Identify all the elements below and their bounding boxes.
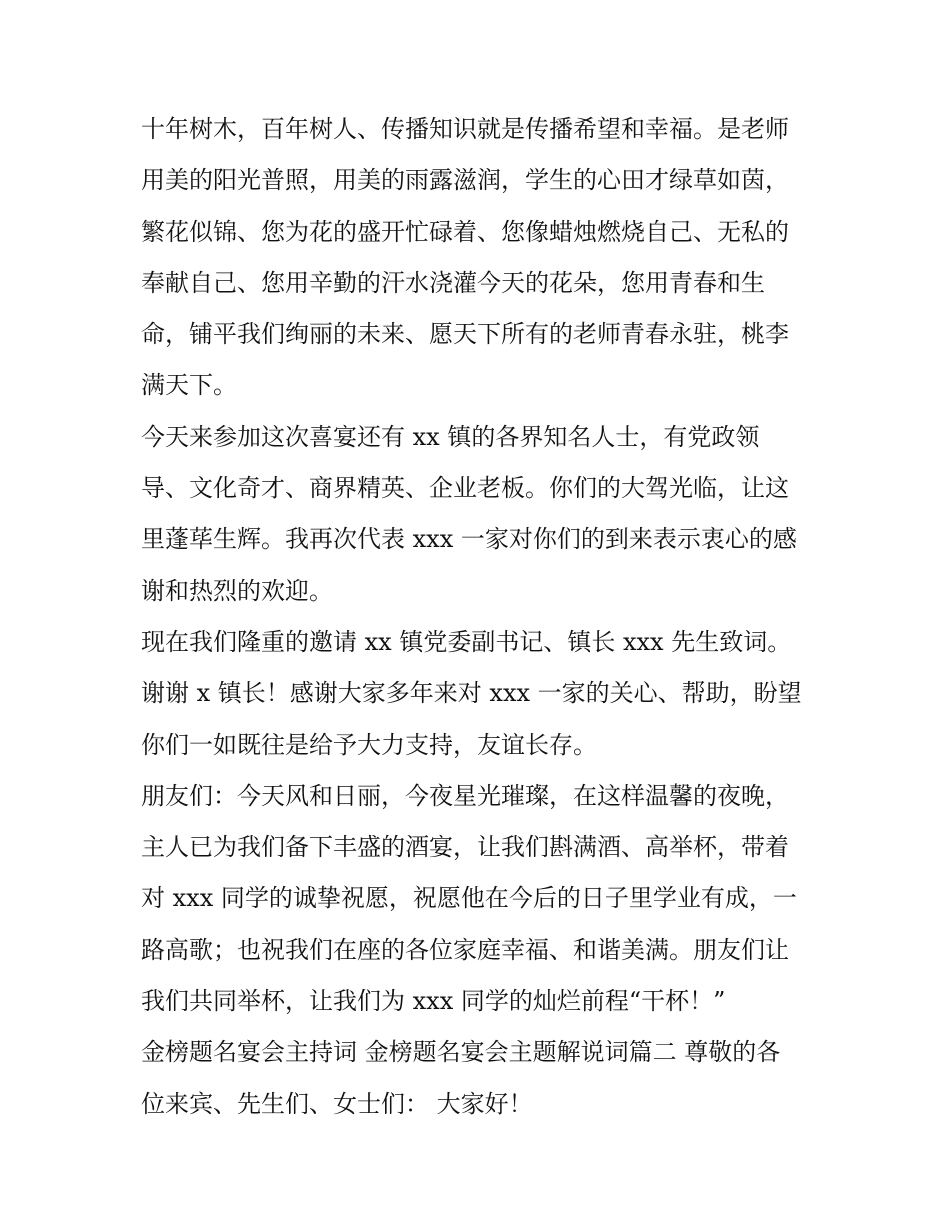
- text-line: 十年树木，百年树人、传播知识就是传播希望和幸福。是老师: [141, 115, 789, 143]
- text-line: 现在我们隆重的邀请 xx 镇党委副书记、镇长 xxx 先生致词。: [141, 627, 792, 656]
- text-line: 主人已为我们备下丰盛的酒宴，让我们斟满酒、高举杯，带着: [141, 833, 789, 862]
- text-line: 谢谢 x 镇长！感谢大家多年来对 xxx 一家的关心、帮助，盼望: [141, 679, 802, 708]
- text-line: 繁花似锦、您为花的盛开忙碌着、您像蜡烛燃烧自己、无私的: [141, 217, 789, 246]
- text-line: 今天来参加这次喜宴还有 xx 镇的各界知名人士，有党政领: [141, 422, 760, 451]
- text-line: 路高歌；也祝我们在座的各位家庭幸福、和谐美满。朋友们让: [141, 935, 789, 964]
- body-text: [141, 104, 821, 1130]
- text-line: 位来宾、先生们、女士们： 大家好！: [141, 1089, 533, 1118]
- text-line: 里蓬荜生辉。我再次代表 xxx 一家对你们的到来表示衷心的感: [141, 525, 797, 554]
- text-line: 朋友们：今天风和日丽，今夜星光璀璨，在这样温馨的夜晚，: [141, 781, 789, 810]
- text-line: 满天下。: [141, 371, 237, 400]
- text-line: 你们一如既往是给予大力支持，友谊长存。: [141, 730, 597, 759]
- text-line: 用美的阳光普照，用美的雨露滋润，学生的心田才绿草如茵，: [141, 166, 789, 195]
- text-line: 金榜题名宴会主持词 金榜题名宴会主题解说词篇二 尊敬的各: [141, 1038, 781, 1067]
- text-line: 导、文化奇才、商界精英、企业老板。你们的大驾光临，让这: [141, 474, 789, 503]
- text-line: 我们共同举杯，让我们为 xxx 同学的灿烂前程“干杯！”: [141, 987, 726, 1016]
- text-line: 对 xxx 同学的诚挚祝愿，祝愿他在今后的日子里学业有成，一: [141, 884, 797, 913]
- text-line: 奉献自己、您用辛勤的汗水浇灌今天的花朵，您用青春和生: [141, 268, 765, 297]
- text-line: 谢和热烈的欢迎。: [141, 576, 333, 605]
- text-line: 命，铺平我们绚丽的未来、愿天下所有的老师青春永驻，桃李: [141, 320, 789, 349]
